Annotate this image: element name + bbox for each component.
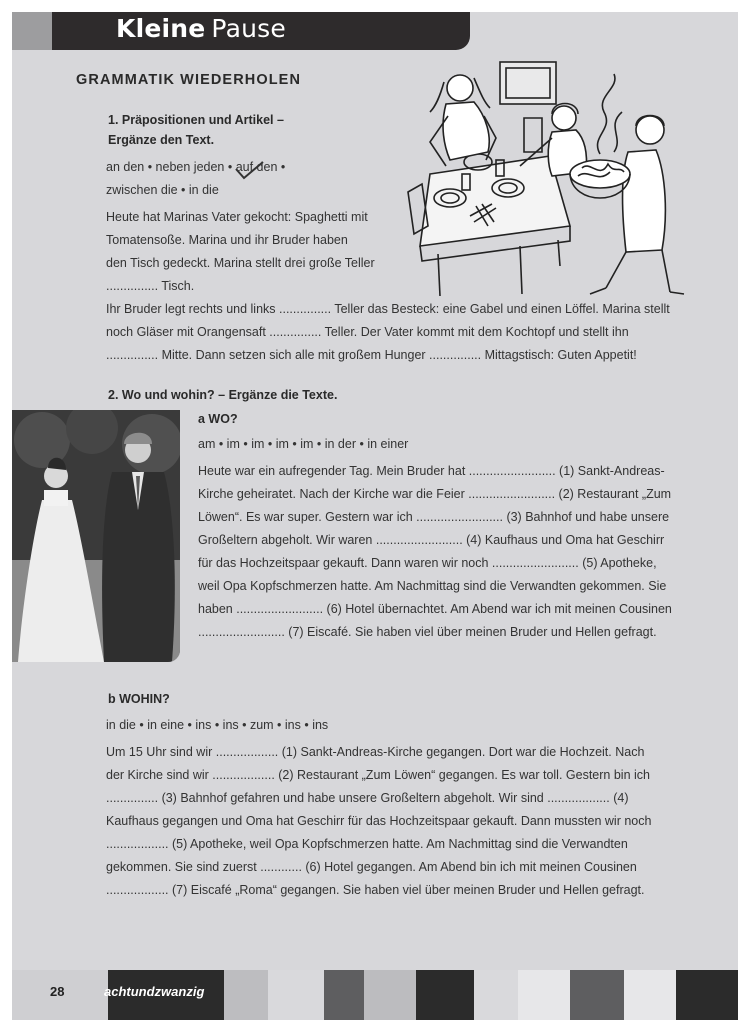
exercise1-text-line: noch Gläser mit Orangensaft ............... Teller. Der Vater kommt mit dem Kochtopf und stellt ihn bbox=[106, 325, 629, 339]
exercise1-word-bank-2: zwischen die • in die bbox=[106, 183, 219, 197]
section-title: GRAMMATIK WIEDERHOLEN bbox=[76, 72, 302, 88]
workbook-page bbox=[12, 12, 738, 1020]
exercise2-heading: 2. Wo und wohin? – Ergänze die Texte. bbox=[108, 388, 338, 402]
title-word-2: Pause bbox=[211, 14, 286, 43]
page-number: 28 bbox=[50, 984, 65, 999]
title-accent-square bbox=[12, 12, 52, 50]
part-b-text-line: .................. (5) Apotheke, weil Opa Kopfschmerzen hatte. Am Nachmittag sind die Verwandten bbox=[106, 837, 628, 851]
title-word-1: Kleine bbox=[116, 14, 206, 43]
wedding-photo bbox=[12, 410, 180, 662]
part-b-text-line: gekommen. Sie sind zuerst ............ (6) Hotel gegangen. Am Abend bin ich mit meinen Cousinen bbox=[106, 860, 637, 874]
page-number-word: achtundzwanzig bbox=[104, 984, 205, 999]
part-b-text-line: ............... (3) Bahnhof gefahren und habe unsere Großeltern abgeholt. Wir sind .................. (4) bbox=[106, 791, 629, 805]
exercise1-text-line: Ihr Bruder legt rechts und links ............... Teller das Besteck: eine Gabel und einen Löffel. Marina stellt bbox=[106, 302, 670, 316]
part-b-label: b WOHIN? bbox=[108, 692, 170, 706]
part-a-text-line: ......................... (7) Eiscafé. Sie haben viel über meinen Bruder und Hellen gefragt. bbox=[198, 625, 657, 639]
part-a-text-line: Kirche geheiratet. Nach der Kirche war die Feier ......................... (2) Restaurant „Zum bbox=[198, 487, 672, 501]
part-a-text-line: Großeltern abgeholt. Wir waren ......................... (4) Kaufhaus und Oma hat Geschirr bbox=[198, 533, 665, 547]
part-a-label: a WO? bbox=[198, 412, 238, 426]
exercise1-word-bank-1: an den • neben jeden • auf den • bbox=[106, 160, 286, 174]
part-b-word-bank: in die • in eine • ins • ins • zum • ins • ins bbox=[106, 718, 329, 732]
exercise1-heading-line1: 1. Präpositionen und Artikel – bbox=[108, 113, 284, 127]
part-b-text-line: .................. (7) Eiscafé „Roma“ gegangen. Sie haben viel über meinen Bruder und Hellen gefragt. bbox=[106, 883, 645, 897]
part-a-text-line: Löwen“. Es war super. Gestern war ich ......................... (3) Bahnhof und habe unsere bbox=[198, 510, 670, 524]
exercise1-text-line: ............... Mitte. Dann setzen sich alle mit großem Hunger ............... Mittagstisch: Guten Appetit! bbox=[106, 348, 637, 362]
page-title bbox=[116, 14, 286, 43]
exercise1-text-line: Heute hat Marinas Vater gekocht: Spaghetti mit bbox=[106, 210, 368, 224]
exercise1-text-line: den Tisch gedeckt. Marina stellt drei große Teller bbox=[106, 256, 375, 270]
part-b-text-line: der Kirche sind wir .................. (2) Restaurant „Zum Löwen“ gegangen. Es war toll. Gestern bin ich bbox=[106, 768, 650, 782]
part-a-text-line: weil Opa Kopfschmerzen hatte. Am Nachmittag sind die Verwandten gekommen. Sie bbox=[198, 579, 667, 593]
exercise1-text-line: ............... Tisch. bbox=[106, 279, 195, 293]
part-a-word-bank: am • im • im • im • im • in der • in einer bbox=[198, 437, 409, 451]
exercise1-heading-line2: Ergänze den Text. bbox=[108, 133, 215, 147]
exercise1-text-line: Tomatensoße. Marina und ihr Bruder haben bbox=[106, 233, 348, 247]
part-a-text-line: haben ......................... (6) Hotel übernachtet. Am Abend war ich mit meinen Cousinen bbox=[198, 602, 672, 616]
part-b-text-line: Kaufhaus gegangen und Oma hat Geschirr für das Hochzeitspaar gekauft. Dann mussten wir noch bbox=[106, 814, 652, 828]
family-dinner-illustration bbox=[400, 56, 690, 301]
part-a-text-line: Heute war ein aufregender Tag. Mein Bruder hat ......................... (1) Sankt-Andreas- bbox=[198, 464, 665, 478]
part-a-text-line: für das Hochzeitspaar gekauft. Dann waren wir noch ......................... (5) Apotheke, bbox=[198, 556, 657, 570]
part-b-text-line: Um 15 Uhr sind wir .................. (1) Sankt-Andreas-Kirche gegangen. Dort war die Hochzeit. Nach bbox=[106, 745, 645, 759]
checkmark-icon bbox=[234, 160, 266, 182]
